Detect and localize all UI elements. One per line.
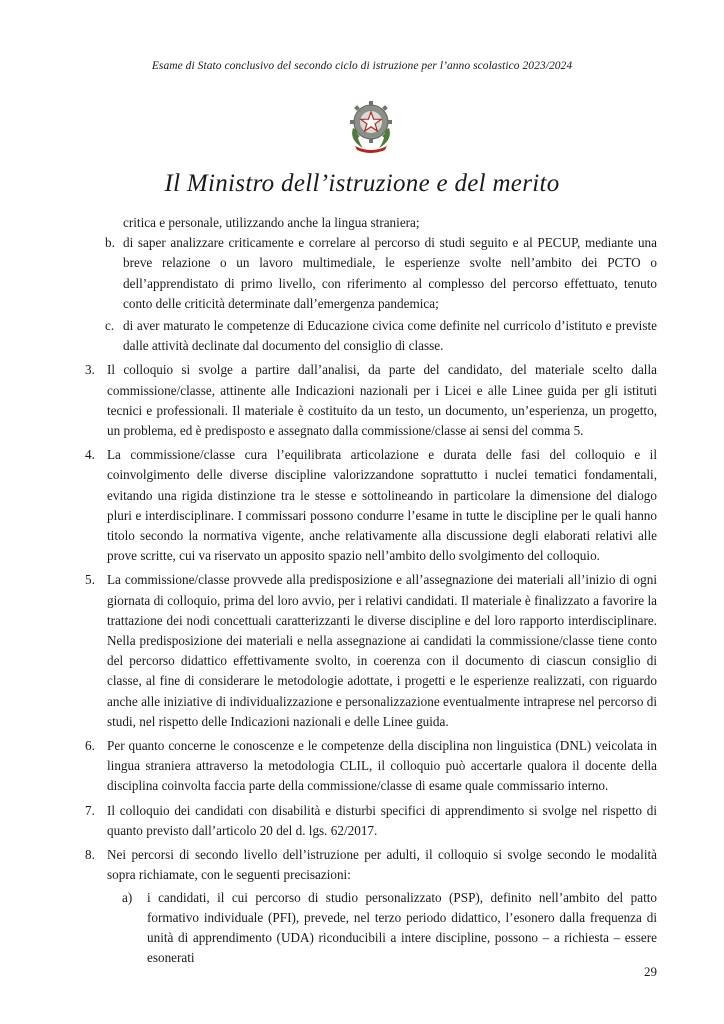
alpha-item-text: i candidati, il cui percorso di studio personalizzato (PSP), definito nell’ambito del patto formativo individuale (PFI), prevede, nel terzo periodo didattico, l’esonero dalla frequenza di unità di apprendimento (UDA) riconducibili a intere discipline, possono – a richiesta – essere esonerati	[147, 889, 657, 966]
sub-item-label: c.	[105, 318, 115, 334]
numbered-item-8	[85, 845, 657, 968]
alpha-item-a	[122, 888, 657, 969]
numbered-item-label: 6.	[85, 738, 95, 754]
numbered-item-label: 5.	[85, 572, 95, 588]
alpha-item-label: a)	[122, 889, 133, 905]
numbered-item-text: Per quanto concerne le conoscenze e le competenze della disciplina non linguistica (DNL) veicolata in lingua straniera attraverso la metodologia CLIL, il colloquio può accertarle qualora il docente della disciplina coinvolta faccia parte della commissione/classe di esame quale commissario interno.	[107, 738, 657, 794]
sub-item-b	[105, 233, 657, 314]
numbered-item-7	[85, 801, 657, 841]
sub-item-label: b.	[105, 235, 115, 251]
exam-header-line: Esame di Stato conclusivo del secondo ciclo di istruzione per l’anno scolastico 2023/2024	[151, 60, 573, 72]
page-number: 29	[644, 964, 657, 979]
numbered-item-label: 8.	[85, 847, 95, 863]
numbered-item-text: Il colloquio si svolge a partire dall’analisi, da parte del candidato, del materiale scelto dalla commissione/classe, attinente alle Indicazioni nazionali per i Licei e alle Linee guida per gli istituti tecnici e professionali. Il materiale è costituito da un testo, un documento, un’esperienza, un progetto, un problema, ed è predisposto e assegnato dalla commissione/classe ai sensi del comma 5.	[107, 362, 657, 439]
continuation-text: critica e personale, utilizzando anche la lingua straniera;	[123, 215, 420, 230]
numbered-item-text: La commissione/classe cura l’equilibrata articolazione e durata delle fasi del colloquio e il coinvolgimento delle diverse discipline valorizzandone soprattutto i nuclei tematici fondamentali, evitando una rigida distinzione tra le stesse e sottolineando in particolare la dimensione del dialogo pluri e interdisciplinare. I commissari possono condurre l’esame in tutte le discipline per le quali hanno titolo secondo la normativa vigente, anche relativamente alla discussione degli elaborati relativi alle prove scritte, cui va riservato un apposito spazio nell’ambito dello svolgimento del colloquio.	[107, 447, 657, 564]
sub-list	[85, 213, 657, 356]
alpha-list	[107, 888, 657, 969]
numbered-item-label: 3.	[85, 362, 95, 378]
numbered-item-4	[85, 445, 657, 566]
numbered-item-text: La commissione/classe provvede alla predisposizione e all’assegnazione dei materiali all’inizio di ogni giornata di colloquio, prima del loro avvio, per i relativi candidati. Il materiale è finalizzato a favorire la trattazione dei nodi concettuali caratterizzanti le diverse discipline e del loro rapporto interdisciplinare. Nella predisposizione dei materiali e nella assegnazione ai candidati la commissione/classe tiene conto del percorso didattico effettivamente svolto, in coerenza con il documento di ciascun consiglio di classe, al fine di considerare le metodologie adottate, i progetti e le esperienze realizzati, con riguardo anche alle iniziative di individualizzazione e personalizzazione eventualmente intraprese nel percorso di studi, nel rispetto delle Indicazioni nazionali e delle Linee guida.	[107, 572, 657, 729]
numbered-item-text: Nei percorsi di secondo livello dell’istruzione per adulti, il colloquio si svolge secondo le modalità sopra richiamate, con le seguenti precisazioni:	[107, 847, 657, 883]
numbered-item-label: 4.	[85, 447, 95, 463]
italian-republic-emblem-icon	[345, 98, 397, 154]
sub-item-text: di aver maturato le competenze di Educazione civica come definite nel curricolo d’istituto e previste dalle attività declinate dal documento del consiglio di classe.	[123, 318, 657, 354]
ministry-title: Il Ministro dell’istruzione e del merito	[164, 170, 560, 197]
document-body	[85, 213, 657, 968]
numbered-item-5	[85, 570, 657, 732]
sub-item-c	[105, 316, 657, 356]
numbered-item-3	[85, 360, 657, 441]
numbered-item-6	[85, 736, 657, 797]
numbered-item-text: Il colloquio dei candidati con disabilità e disturbi specifici di apprendimento si svolge nel rispetto di quanto previsto dall’articolo 20 del d. lgs. 62/2017.	[107, 802, 657, 838]
sub-item-text: di saper analizzare criticamente e correlare al percorso di studi seguito e al PECUP, mediante una breve relazione o un lavoro multimediale, le esperienze svolte nell’ambito dei PCTO o dell’apprendistato di primo livello, con riferimento al complesso del percorso effettuato, tenuto conto delle criticità determinate dall’emergenza pandemica;	[123, 235, 657, 311]
numbered-item-label: 7.	[85, 802, 95, 818]
